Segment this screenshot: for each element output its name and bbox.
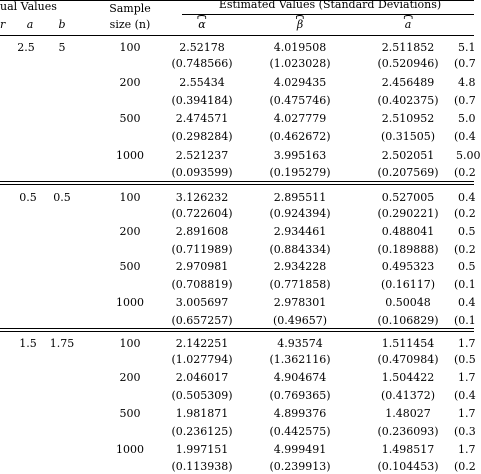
block1-n-200: 200 — [119, 76, 141, 89]
sample-header-line1: Sample — [109, 2, 151, 15]
block2-n-100-beta: 2.895511 — [273, 191, 327, 204]
sample-header-line2: size (n) — [109, 18, 151, 31]
block2-n-200-a: 0.488041 — [381, 225, 435, 238]
block3-n-100-b: 1.7 — [458, 337, 476, 350]
block1-n-200-alpha-sd: (0.394184) — [171, 94, 233, 107]
block1-separator-bottom — [0, 184, 474, 185]
block2-n-500-alpha: 2.970981 — [175, 260, 229, 273]
block1-b: 5 — [58, 41, 66, 54]
block2-n-1000-alpha: 3.005697 — [175, 296, 229, 309]
block1-n-500-a-sd: (0.31505) — [380, 130, 436, 143]
block2-n-500-a: 0.495323 — [381, 260, 435, 273]
block2-n-500-b-sd: (0.1 — [454, 278, 476, 291]
block1-n-500-alpha-sd: (0.298284) — [171, 130, 233, 143]
block3-n-100: 100 — [119, 337, 141, 350]
block1-n-500: 500 — [119, 112, 141, 125]
block2-n-500-a-sd: (0.16117) — [380, 278, 436, 291]
block1-n-100-alpha: 2.52178 — [179, 41, 225, 54]
estimated-values-header: Estimated Values (Standard Deviations) — [218, 0, 442, 11]
header-beta-hat — [297, 18, 303, 31]
block3-n-1000-beta: 4.999491 — [273, 443, 327, 456]
block2-n-200: 200 — [119, 225, 141, 238]
block3-n-100-beta: 4.93574 — [277, 337, 323, 350]
block2-n-1000-alpha-sd: (0.657257) — [171, 314, 233, 327]
block2-n-200-alpha-sd: (0.711989) — [171, 243, 233, 256]
block2-n-100: 100 — [119, 191, 141, 204]
header-a: a — [26, 18, 34, 31]
block3-n-500-b: 1.7 — [458, 407, 476, 420]
block3-n-1000-alpha: 1.997151 — [175, 443, 229, 456]
block3-n-1000-alpha-sd: (0.113938) — [171, 460, 233, 473]
header-alpha-hat — [198, 18, 205, 31]
block2-n-500: 500 — [119, 260, 141, 273]
block2-n-200-a-sd: (0.189888) — [377, 243, 439, 256]
block3-n-1000-b-sd: (0.2 — [454, 460, 476, 473]
block2-n-100-a: 0.527005 — [381, 191, 435, 204]
block1-n-1000-alpha-sd: (0.093599) — [171, 166, 233, 179]
block3-n-200-beta-sd: (0.769365) — [269, 389, 331, 402]
block2-n-1000-b-sd: (0.1 — [454, 314, 476, 327]
block1-n-200-a-sd: (0.402375) — [377, 94, 439, 107]
block3-n-500-alpha-sd: (0.236125) — [171, 425, 233, 438]
header-a-hat — [405, 18, 412, 31]
block2-a: 0.5 — [19, 191, 37, 204]
block2-n-1000-beta: 2.978301 — [273, 296, 327, 309]
block1-n-200-alpha: 2.55434 — [179, 76, 225, 89]
block2-n-1000-beta-sd: (0.49657) — [272, 314, 328, 327]
alpha-hat-symbol: α — [198, 18, 206, 31]
beta-hat-symbol: β — [296, 18, 304, 31]
block3-b: 1.75 — [49, 337, 75, 350]
block3-n-500-alpha: 1.981871 — [175, 407, 229, 420]
block2-n-200-alpha: 2.891608 — [175, 225, 229, 238]
block1-n-100-a-sd: (0.520946) — [377, 57, 439, 70]
block3-n-100-alpha: 2.142251 — [175, 337, 229, 350]
block3-n-200-a-sd: (0.41372) — [380, 389, 436, 402]
block1-separator-top — [0, 181, 474, 182]
block1-n-100: 100 — [119, 41, 141, 54]
block2-n-100-alpha-sd: (0.722604) — [171, 207, 233, 220]
block2-n-100-alpha: 3.126232 — [175, 191, 229, 204]
block2-n-1000-b: 0.4 — [458, 296, 476, 309]
block3-n-500-beta: 4.899376 — [273, 407, 327, 420]
block3-n-1000-b: 1.7 — [458, 443, 476, 456]
block1-n-200-beta-sd: (0.475746) — [269, 94, 331, 107]
block3-n-100-a-sd: (0.470984) — [377, 353, 439, 366]
block1-n-100-a: 2.511852 — [381, 41, 435, 54]
block1-n-100-b: 5.1 — [458, 41, 476, 54]
block1-n-1000-beta: 3.995163 — [273, 149, 327, 162]
block2-n-200-b: 0.5 — [458, 225, 476, 238]
block3-n-200-alpha-sd: (0.505309) — [171, 389, 233, 402]
block1-n-200-b-sd: (0.7 — [454, 94, 476, 107]
header-bottom-rule — [0, 35, 474, 36]
block2-n-1000-a-sd: (0.106829) — [377, 314, 439, 327]
block1-n-500-beta-sd: (0.462672) — [269, 130, 331, 143]
block2-n-500-beta: 2.934228 — [273, 260, 327, 273]
block1-n-100-b-sd: (0.7 — [454, 57, 476, 70]
actual-values-header: ual Values — [0, 0, 57, 13]
block3-n-1000-a: 1.498517 — [381, 443, 435, 456]
block2-n-200-beta-sd: (0.884334) — [269, 243, 331, 256]
block3-n-200-b: 1.7 — [458, 371, 476, 384]
block2-n-500-b: 0.5 — [458, 260, 476, 273]
header-left-fragment: r — [0, 18, 6, 31]
block1-n-500-b: 5.0 — [458, 112, 476, 125]
block3-n-500-a: 1.48027 — [385, 407, 431, 420]
block2-n-500-beta-sd: (0.771858) — [269, 278, 331, 291]
block1-n-1000: 1000 — [116, 149, 144, 162]
block1-n-1000-a-sd: (0.207569) — [377, 166, 439, 179]
block2-b: 0.5 — [53, 191, 71, 204]
block3-n-200-b-sd: (0.4 — [454, 389, 476, 402]
block1-a: 2.5 — [17, 41, 35, 54]
block1-n-1000-b-sd: (0.2 — [454, 166, 476, 179]
block2-n-100-beta-sd: (0.924394) — [269, 207, 331, 220]
block2-n-100-a-sd: (0.290221) — [377, 207, 439, 220]
block3-n-100-b-sd: (0.5 — [454, 353, 476, 366]
block1-n-100-beta: 4.019508 — [273, 41, 327, 54]
header-b: b — [58, 18, 66, 31]
block1-n-1000-beta-sd: (0.195279) — [269, 166, 331, 179]
block3-n-200-alpha: 2.046017 — [175, 371, 229, 384]
block2-n-500-alpha-sd: (0.708819) — [171, 278, 233, 291]
block3-n-500-a-sd: (0.236093) — [377, 425, 439, 438]
block1-n-200-a: 2.456489 — [381, 76, 435, 89]
block3-n-200-beta: 4.904674 — [273, 371, 327, 384]
block1-n-100-beta-sd: (1.023028) — [269, 57, 331, 70]
block1-n-1000-a: 2.502051 — [381, 149, 435, 162]
block3-n-100-beta-sd: (1.362116) — [269, 353, 331, 366]
block3-a: 1.5 — [19, 337, 37, 350]
block3-n-1000-a-sd: (0.104453) — [377, 460, 439, 473]
block3-n-200: 200 — [119, 371, 141, 384]
block3-n-500-beta-sd: (0.442575) — [269, 425, 331, 438]
block3-n-100-alpha-sd: (1.027794) — [171, 353, 233, 366]
block1-n-1000-alpha: 2.521237 — [175, 149, 229, 162]
block1-n-500-beta: 4.027779 — [273, 112, 327, 125]
block2-n-100-b: 0.4 — [458, 191, 476, 204]
block2-n-100-b-sd: (0.2 — [454, 207, 476, 220]
block3-n-500: 500 — [119, 407, 141, 420]
block2-n-1000-a: 0.50048 — [385, 296, 431, 309]
block3-n-1000: 1000 — [116, 443, 144, 456]
block1-n-200-b: 4.8 — [458, 76, 476, 89]
block1-n-500-alpha: 2.474571 — [175, 112, 229, 125]
block2-n-200-beta: 2.934461 — [273, 225, 327, 238]
block2-separator-top — [0, 328, 474, 329]
a-hat-symbol: a — [404, 18, 412, 31]
block1-n-500-b-sd: (0.4 — [454, 130, 476, 143]
block1-n-1000-b: 5.00 — [456, 149, 481, 162]
block1-n-500-a: 2.510952 — [381, 112, 435, 125]
block3-n-1000-beta-sd: (0.239913) — [269, 460, 331, 473]
block1-n-200-beta: 4.029435 — [273, 76, 327, 89]
block2-n-200-b-sd: (0.2 — [454, 243, 476, 256]
block2-n-1000: 1000 — [116, 296, 144, 309]
block1-n-100-alpha-sd: (0.748566) — [171, 57, 233, 70]
estimated-underline — [182, 14, 474, 15]
block2-separator-bottom — [0, 331, 474, 332]
block3-n-100-a: 1.511454 — [381, 337, 435, 350]
block3-n-200-a: 1.504422 — [381, 371, 435, 384]
block3-n-500-b-sd: (0.3 — [454, 425, 476, 438]
